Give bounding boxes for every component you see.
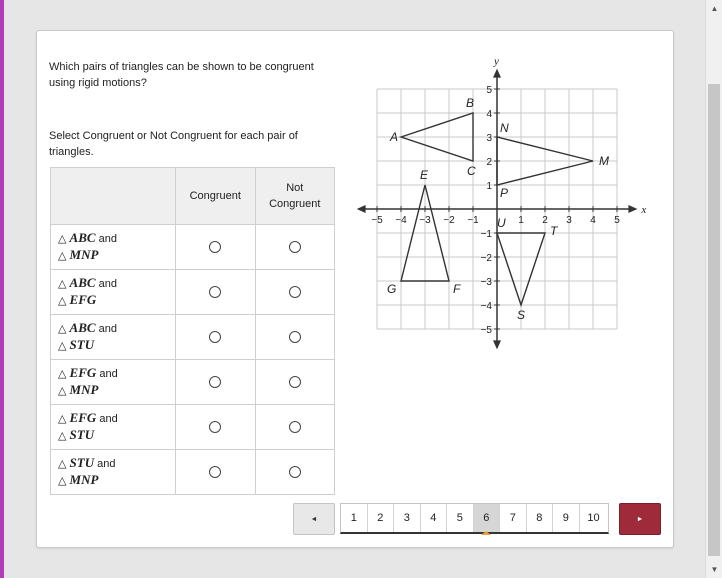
triangle-symbol: △ [58,249,67,262]
page-button-9[interactable]: 9 [553,504,580,532]
triangle-name-first: STU [69,455,95,470]
y-tick-label: −4 [480,301,492,312]
y-tick-label: −1 [480,229,492,240]
triangle-symbol: △ [58,457,67,470]
x-axis-arrow-icon [357,205,366,213]
y-tick-label: −3 [480,277,492,288]
page-list [340,503,609,534]
y-tick-label: −2 [480,253,492,264]
x-tick-label: −5 [371,215,383,226]
x-tick-label: −2 [443,215,455,226]
previous-page-button[interactable] [293,503,335,535]
congruent-radio[interactable] [209,376,221,388]
conjunction: and [99,413,118,425]
next-page-button[interactable] [619,503,661,535]
triangle-name-second: MNP [69,247,99,262]
y-axis-arrow-icon [493,340,501,349]
scroll-up-icon[interactable]: ▲ [710,4,719,13]
vertex-label-a: A [390,130,399,144]
scrollbar-thumb[interactable] [708,84,720,556]
triangle-symbol: △ [58,367,67,380]
y-tick-label: 2 [486,157,492,168]
scroll-down-icon[interactable]: ▼ [710,565,719,574]
y-tick-label: 3 [486,133,492,144]
congruent-cell [176,315,256,360]
not-congruent-radio[interactable] [289,376,301,388]
vertex-label-e: E [420,168,429,182]
y-axis-label: y [494,57,499,68]
triangle-symbol: △ [58,294,67,307]
y-tick-label: 1 [486,181,492,192]
not-congruent-radio[interactable] [289,421,301,433]
vertex-label-c: C [467,164,476,178]
col-header-not-congruent: Not Congruent [255,168,335,225]
vertex-label-g: G [387,282,397,296]
not-congruent-cell [255,405,335,450]
right-arrow-icon: ► [636,515,644,523]
x-tick-label: 1 [518,215,524,226]
y-tick-label: −5 [480,325,492,336]
congruent-radio[interactable] [209,421,221,433]
answer-grid [50,167,335,495]
col-header-congruent: Congruent [176,168,256,225]
coordinate-graph [357,57,657,357]
congruent-radio[interactable] [209,241,221,253]
vertex-label-m: M [599,154,609,168]
vertex-label-s: S [517,308,526,322]
x-tick-label: −1 [467,215,479,226]
not-congruent-radio[interactable] [289,466,301,478]
congruent-radio[interactable] [209,286,221,298]
grid-corner-header [51,168,176,225]
x-tick-label: 2 [542,215,548,226]
triangle-name-second: STU [69,427,95,442]
not-congruent-cell [255,270,335,315]
question-instruction: Select Congruent or Not Congruent for each pair of triangles. [49,130,298,158]
conjunction: and [98,233,117,245]
congruent-cell [176,360,256,405]
pair-label [51,270,176,315]
triangle-symbol: △ [58,339,67,352]
pair-label [51,405,176,450]
page-button-3[interactable]: 3 [394,504,421,532]
congruent-radio[interactable] [209,331,221,343]
table-row [51,270,335,315]
triangle-name-second: MNP [69,382,99,397]
page-button-2[interactable]: 2 [368,504,395,532]
congruent-cell [176,270,256,315]
y-axis-arrow-icon [493,69,501,78]
not-congruent-cell [255,450,335,495]
congruent-radio[interactable] [209,466,221,478]
triangle-symbol: △ [58,322,67,335]
page-button-4[interactable]: 4 [421,504,448,532]
pair-label [51,225,176,270]
y-tick-label: 4 [486,109,492,120]
congruent-cell [176,450,256,495]
congruent-cell [176,225,256,270]
vertex-label-u: U [497,216,506,230]
question-panel [36,30,674,548]
congruent-cell [176,405,256,450]
not-congruent-radio[interactable] [289,286,301,298]
vertex-label-n: N [500,121,509,135]
vertex-label-b: B [466,96,475,110]
page-button-5[interactable]: 5 [447,504,474,532]
triangle-name-second: MNP [69,472,99,487]
left-accent-bar [0,0,4,578]
triangle-symbol: △ [58,474,67,487]
not-congruent-cell [255,360,335,405]
x-axis-arrow-icon [628,205,637,213]
x-axis-label: x [641,204,647,216]
triangle-name-first: ABC [69,320,96,335]
not-congruent-radio[interactable] [289,331,301,343]
triangle-name-first: EFG [69,365,97,380]
triangle-name-second: EFG [69,292,97,307]
pair-label [51,450,176,495]
x-tick-label: 3 [566,215,572,226]
triangle-name-second: STU [69,337,95,352]
table-row [51,225,335,270]
page-button-7[interactable]: 7 [500,504,527,532]
conjunction: and [99,368,118,380]
triangle-name-first: ABC [69,230,96,245]
y-tick-label: 5 [486,85,492,96]
conjunction: and [98,278,117,290]
left-arrow-icon: ◄ [310,515,318,523]
vertex-label-f: F [453,282,461,296]
pair-label [51,360,176,405]
table-row [51,405,335,450]
table-row [51,360,335,405]
triangle-symbol: △ [58,412,67,425]
not-congruent-cell [255,315,335,360]
triangle-name-first: EFG [69,410,97,425]
vertex-label-p: P [500,186,509,200]
x-tick-label: −3 [419,215,431,226]
triangle-symbol: △ [58,277,67,290]
page-button-1[interactable]: 1 [341,504,368,532]
vertical-scrollbar[interactable] [705,0,722,578]
vertex-label-t: T [550,224,558,238]
page-button-8[interactable]: 8 [527,504,554,532]
conjunction: and [97,458,116,470]
triangle-name-first: ABC [69,275,96,290]
conjunction: and [98,323,117,335]
question-prompt: Which pairs of triangles can be shown to be congruent using rigid motions? [49,61,314,89]
not-congruent-cell [255,225,335,270]
page-button-6[interactable]: 6 [474,504,501,532]
pair-label [51,315,176,360]
x-tick-label: −4 [395,215,407,226]
x-tick-label: 4 [590,215,596,226]
page-button-10[interactable]: 10 [587,512,600,524]
x-tick-label: 5 [614,215,620,226]
not-congruent-radio[interactable] [289,241,301,253]
table-row [51,450,335,495]
triangle-symbol: △ [58,384,67,397]
table-row [51,315,335,360]
triangle-symbol: △ [58,232,67,245]
triangle-symbol: △ [58,429,67,442]
